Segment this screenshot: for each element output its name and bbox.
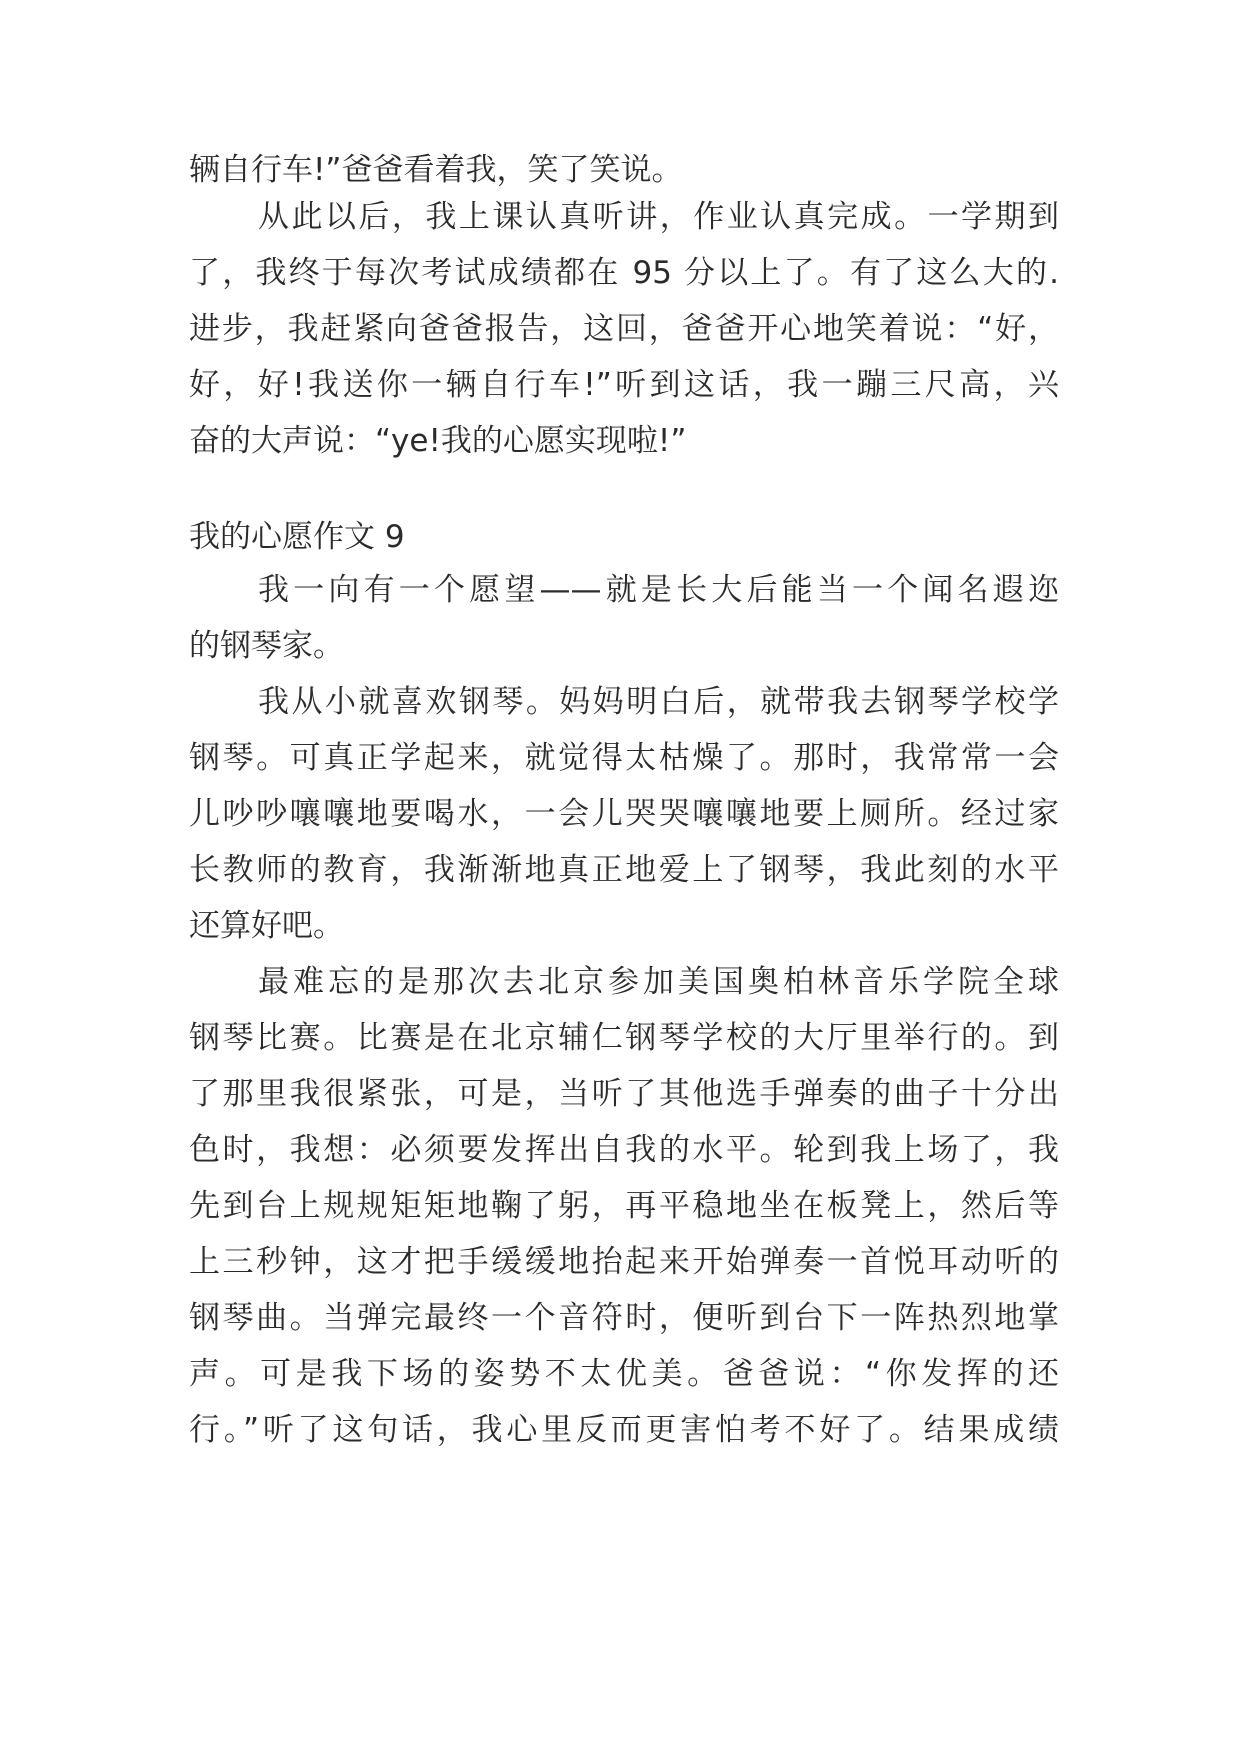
text-line: 最难忘的是那次去北京参加美国奥柏林音乐学院全球: [258, 964, 1059, 1000]
text-line: 了那里我很紧张，可是，当听了其他选手弹奏的曲子十分出: [189, 1076, 1059, 1112]
text-line: 奋的大声说：“ye!我的心愿实现啦!”: [189, 423, 687, 459]
text-line: 色时，我想：必须要发挥出自我的水平。轮到我上场了，我: [189, 1132, 1059, 1168]
text-line: 了，我终于每次考试成绩都在 95 分以上了。有了这么大的.: [189, 255, 1059, 291]
text-line: 钢琴曲。当弹完最终一个音符时，便听到台下一阵热烈地掌: [189, 1300, 1059, 1336]
text-line: 声。可是我下场的姿势不太优美。爸爸说：“你发挥的还: [189, 1356, 1059, 1392]
text-line: 钢琴。可真正学起来，就觉得太枯燥了。那时，我常常一会: [189, 740, 1059, 776]
text-line: 辆自行车!”爸爸看着我，笑了笑说。: [189, 152, 683, 188]
text-line: 行。”听了这句话，我心里反而更害怕考不好了。结果成绩: [189, 1412, 1059, 1448]
text-line: 我从小就喜欢钢琴。妈妈明白后，就带我去钢琴学校学: [258, 684, 1059, 720]
text-line: 长教师的教育，我渐渐地真正地爱上了钢琴，我此刻的水平: [189, 852, 1059, 888]
section-heading: 我的心愿作文 9: [189, 519, 405, 555]
text-line: 钢琴比赛。比赛是在北京辅仁钢琴学校的大厅里举行的。到: [189, 1020, 1059, 1056]
text-line: 好，好!我送你一辆自行车!”听到这话，我一蹦三尺高，兴: [189, 367, 1059, 403]
text-line: 还算好吧。: [189, 908, 344, 944]
text-line: 上三秒钟，这才把手缓缓地抬起来开始弹奏一首悦耳动听的: [189, 1244, 1059, 1280]
text-line: 儿吵吵嚷嚷地要喝水，一会儿哭哭嚷嚷地要上厕所。经过家: [189, 796, 1059, 832]
text-line: 从此以后，我上课认真听讲，作业认真完成。一学期到: [258, 199, 1059, 235]
text-line: 进步，我赶紧向爸爸报告，这回，爸爸开心地笑着说：“好，: [189, 311, 1059, 347]
text-line: 我一向有一个愿望——就是长大后能当一个闻名遐迩: [258, 572, 1059, 608]
text-line: 先到台上规规矩矩地鞠了躬，再平稳地坐在板凳上，然后等: [189, 1188, 1059, 1224]
text-line: 的钢琴家。: [189, 628, 344, 664]
